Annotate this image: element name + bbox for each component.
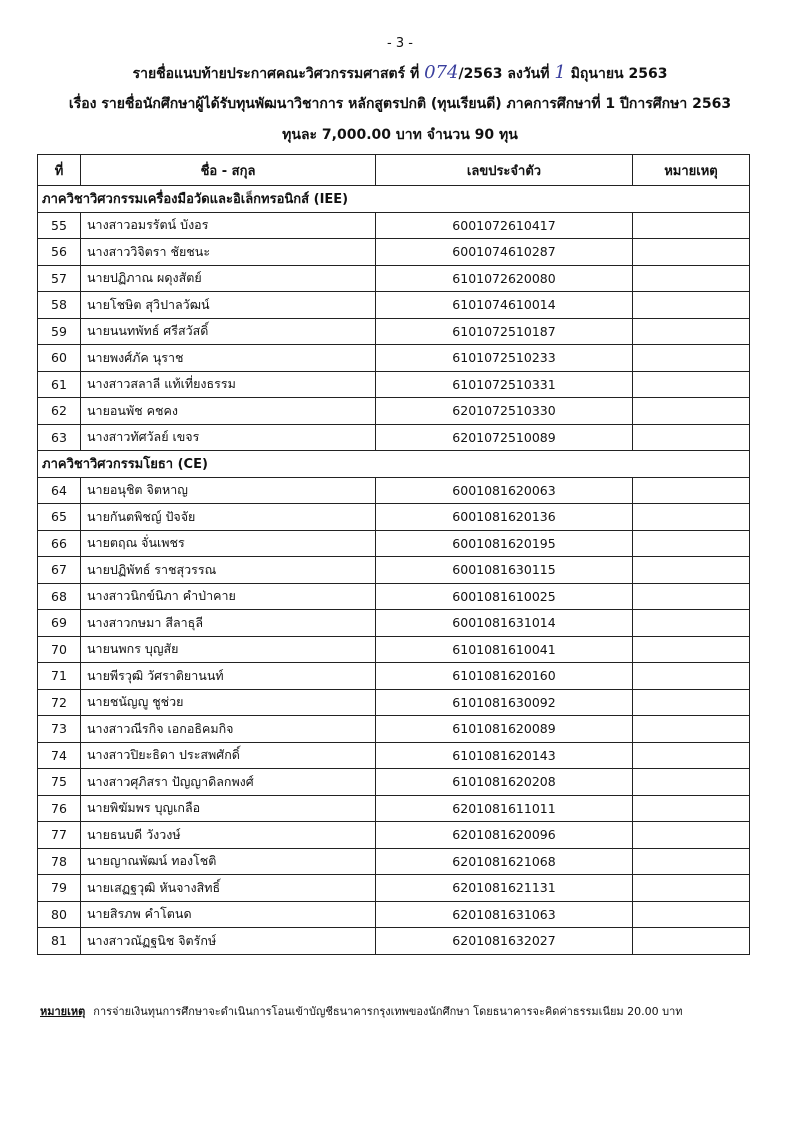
col-header-student-id: เลขประจำตัว bbox=[376, 155, 633, 186]
row-number: 65 bbox=[38, 504, 81, 531]
student-id: 6001081620195 bbox=[376, 530, 633, 557]
remark-cell bbox=[633, 583, 750, 610]
row-number: 64 bbox=[38, 477, 81, 504]
row-number: 72 bbox=[38, 689, 81, 716]
student-name: นายพงศ์ภัค นุราช bbox=[81, 345, 376, 372]
remark-cell bbox=[633, 292, 750, 319]
footnote bbox=[40, 1002, 780, 1020]
subject-line: เรื่อง รายชื่อนักศึกษาผู้ได้รับทุนพัฒนาวิชาการ หลักสูตรปกติ (ทุนเรียนดี) ภาคการศึกษาที่ 1 ปีการศึกษา 2563 bbox=[68, 96, 732, 112]
student-name: นายกันตพิชญ์ ปัจจัย bbox=[81, 504, 376, 531]
remark-cell bbox=[633, 689, 750, 716]
department-row bbox=[38, 186, 750, 213]
student-id: 6001081620136 bbox=[376, 504, 633, 531]
row-number: 56 bbox=[38, 239, 81, 266]
row-number: 70 bbox=[38, 636, 81, 663]
student-name: นายนพกร บุญสัย bbox=[81, 636, 376, 663]
row-number: 79 bbox=[38, 875, 81, 902]
page-number: - 3 - bbox=[387, 36, 413, 51]
student-id: 6001074610287 bbox=[376, 239, 633, 266]
row-number: 55 bbox=[38, 212, 81, 239]
remark-cell bbox=[633, 663, 750, 690]
table-row bbox=[38, 318, 750, 345]
student-name: นายเสฏฐวุฒิ หันจางสิทธิ์ bbox=[81, 875, 376, 902]
table-row bbox=[38, 875, 750, 902]
student-name: นางสาวสลาลี แท้เที่ยงธรรม bbox=[81, 371, 376, 398]
remark-cell bbox=[633, 265, 750, 292]
col-header-name: ชื่อ - สกุล bbox=[81, 155, 376, 186]
col-header-no: ที่ bbox=[38, 155, 81, 186]
student-name: นายนนทพัทธ์ ศรีสวัสดิ์ bbox=[81, 318, 376, 345]
student-id: 6101072510187 bbox=[376, 318, 633, 345]
table-row bbox=[38, 504, 750, 531]
handwritten-day: 1 bbox=[554, 62, 566, 83]
table-row bbox=[38, 424, 750, 451]
table-row bbox=[38, 557, 750, 584]
student-id: 6001072610417 bbox=[376, 212, 633, 239]
student-name: นางสาวนิกข์นิภา คำป่าคาย bbox=[81, 583, 376, 610]
title-prefix: รายชื่อแนบท้ายประกาศคณะวิศวกรรมศาสตร์ ที่ bbox=[132, 66, 420, 82]
row-number: 69 bbox=[38, 610, 81, 637]
table-row bbox=[38, 848, 750, 875]
row-number: 78 bbox=[38, 848, 81, 875]
scholarship-amount-line: ทุนละ 7,000.00 บาท จำนวน 90 ทุน bbox=[282, 127, 518, 143]
table-row bbox=[38, 795, 750, 822]
student-name: นางสาวกษมา สีลาธุลี bbox=[81, 610, 376, 637]
row-number: 63 bbox=[38, 424, 81, 451]
student-id: 6201081621068 bbox=[376, 848, 633, 875]
table-row bbox=[38, 398, 750, 425]
remark-cell bbox=[633, 610, 750, 637]
student-name: นางสาวปิยะธิดา ประสพศักดิ์ bbox=[81, 742, 376, 769]
table-row bbox=[38, 689, 750, 716]
table-row bbox=[38, 345, 750, 372]
table-header-row bbox=[38, 155, 750, 186]
student-id: 6001081631014 bbox=[376, 610, 633, 637]
table-row bbox=[38, 928, 750, 955]
remark-cell bbox=[633, 875, 750, 902]
row-number: 60 bbox=[38, 345, 81, 372]
student-id: 6201081611011 bbox=[376, 795, 633, 822]
remark-cell bbox=[633, 345, 750, 372]
student-name: นายอนุชิต จิตหาญ bbox=[81, 477, 376, 504]
department-name: ภาควิชาวิศวกรรมโยธา (CE) bbox=[38, 451, 750, 478]
student-id: 6001081620063 bbox=[376, 477, 633, 504]
handwritten-announcement-number: 074 bbox=[424, 62, 459, 83]
student-name: นายธนบดี วังวงษ์ bbox=[81, 822, 376, 849]
footnote-label: หมายเหตุ bbox=[40, 1005, 86, 1018]
student-id: 6101072510233 bbox=[376, 345, 633, 372]
student-id: 6201081621131 bbox=[376, 875, 633, 902]
row-number: 74 bbox=[38, 742, 81, 769]
student-id: 6101081620143 bbox=[376, 742, 633, 769]
student-id: 6001081630115 bbox=[376, 557, 633, 584]
student-id: 6201081632027 bbox=[376, 928, 633, 955]
department-name: ภาควิชาวิศวกรรมเครื่องมือวัดและอิเล็กทรอนิกส์ (IEE) bbox=[38, 186, 750, 213]
student-name: นายพีรวุฒิ วัศราติยานนท์ bbox=[81, 663, 376, 690]
remark-cell bbox=[633, 318, 750, 345]
remark-cell bbox=[633, 477, 750, 504]
table-row bbox=[38, 530, 750, 557]
row-number: 67 bbox=[38, 557, 81, 584]
title-suffix: มิถุนายน 2563 bbox=[570, 66, 668, 82]
student-id: 6101081620208 bbox=[376, 769, 633, 796]
row-number: 58 bbox=[38, 292, 81, 319]
remark-cell bbox=[633, 769, 750, 796]
student-name: นางสาวอมรรัตน์ บังอร bbox=[81, 212, 376, 239]
row-number: 75 bbox=[38, 769, 81, 796]
remark-cell bbox=[633, 795, 750, 822]
footnote-text: การจ่ายเงินทุนการศึกษาจะดำเนินการโอนเข้าบัญชีธนาคารกรุงเทพของนักศึกษา โดยธนาคารจะคิดค่าธรรมเนียม 20.00 บาท bbox=[93, 1005, 683, 1018]
student-name: นายชนัญญู ชูช่วย bbox=[81, 689, 376, 716]
student-id: 6001081610025 bbox=[376, 583, 633, 610]
student-name: นายพิฆัมพร บุญเกลือ bbox=[81, 795, 376, 822]
remark-cell bbox=[633, 371, 750, 398]
student-id: 6201072510089 bbox=[376, 424, 633, 451]
student-name: นางสาวณีรกิจ เอกอธิคมกิจ bbox=[81, 716, 376, 743]
table-row bbox=[38, 663, 750, 690]
row-number: 81 bbox=[38, 928, 81, 955]
table-row bbox=[38, 901, 750, 928]
row-number: 66 bbox=[38, 530, 81, 557]
student-id: 6101081620160 bbox=[376, 663, 633, 690]
table-row bbox=[38, 212, 750, 239]
student-id: 6101074610014 bbox=[376, 292, 633, 319]
student-id: 6101081610041 bbox=[376, 636, 633, 663]
table-row bbox=[38, 610, 750, 637]
row-number: 61 bbox=[38, 371, 81, 398]
row-number: 77 bbox=[38, 822, 81, 849]
row-number: 59 bbox=[38, 318, 81, 345]
student-id: 6201072510330 bbox=[376, 398, 633, 425]
scholarship-roster-table bbox=[37, 154, 750, 955]
row-number: 80 bbox=[38, 901, 81, 928]
student-name: นายโชษิต สุวิปาลวัฒน์ bbox=[81, 292, 376, 319]
table-row bbox=[38, 583, 750, 610]
student-id: 6101081620089 bbox=[376, 716, 633, 743]
table-row bbox=[38, 371, 750, 398]
table-row bbox=[38, 822, 750, 849]
table-row bbox=[38, 292, 750, 319]
remark-cell bbox=[633, 636, 750, 663]
remark-cell bbox=[633, 848, 750, 875]
row-number: 57 bbox=[38, 265, 81, 292]
remark-cell bbox=[633, 398, 750, 425]
student-name: นางสาวณัฏฐนิช จิตรักษ์ bbox=[81, 928, 376, 955]
announcement-title bbox=[0, 62, 800, 85]
student-name: นางสาววิจิตรา ชัยชนะ bbox=[81, 239, 376, 266]
table-row bbox=[38, 477, 750, 504]
col-header-remark: หมายเหตุ bbox=[633, 155, 750, 186]
table-row bbox=[38, 769, 750, 796]
table-row bbox=[38, 636, 750, 663]
table-row bbox=[38, 716, 750, 743]
row-number: 71 bbox=[38, 663, 81, 690]
remark-cell bbox=[633, 504, 750, 531]
table-row bbox=[38, 742, 750, 769]
remark-cell bbox=[633, 742, 750, 769]
table-row bbox=[38, 265, 750, 292]
remark-cell bbox=[633, 557, 750, 584]
student-name: นายตฤณ จั่นเพชร bbox=[81, 530, 376, 557]
student-name: นายปฏิภาณ ผดุงสัตย์ bbox=[81, 265, 376, 292]
remark-cell bbox=[633, 716, 750, 743]
student-name: นายสิรภพ คำโตนด bbox=[81, 901, 376, 928]
department-row bbox=[38, 451, 750, 478]
row-number: 68 bbox=[38, 583, 81, 610]
student-name: นางสาวศุภิสรา ปัญญาดิลกพงศ์ bbox=[81, 769, 376, 796]
remark-cell bbox=[633, 822, 750, 849]
remark-cell bbox=[633, 901, 750, 928]
remark-cell bbox=[633, 212, 750, 239]
student-name: นายอนพัช คชคง bbox=[81, 398, 376, 425]
row-number: 73 bbox=[38, 716, 81, 743]
table-row bbox=[38, 239, 750, 266]
row-number: 62 bbox=[38, 398, 81, 425]
remark-cell bbox=[633, 239, 750, 266]
student-name: นางสาวทัศวัลย์ เขจร bbox=[81, 424, 376, 451]
title-middle: /2563 ลงวันที่ bbox=[458, 66, 550, 82]
student-id: 6201081620096 bbox=[376, 822, 633, 849]
student-name: นายปฏิพัทธ์ ราชสุวรรณ bbox=[81, 557, 376, 584]
remark-cell bbox=[633, 424, 750, 451]
row-number: 76 bbox=[38, 795, 81, 822]
student-id: 6101081630092 bbox=[376, 689, 633, 716]
student-id: 6101072620080 bbox=[376, 265, 633, 292]
table-body bbox=[38, 186, 750, 955]
student-id: 6201081631063 bbox=[376, 901, 633, 928]
remark-cell bbox=[633, 928, 750, 955]
student-name: นายญาณพัฒน์ ทองโชติ bbox=[81, 848, 376, 875]
student-id: 6101072510331 bbox=[376, 371, 633, 398]
remark-cell bbox=[633, 530, 750, 557]
